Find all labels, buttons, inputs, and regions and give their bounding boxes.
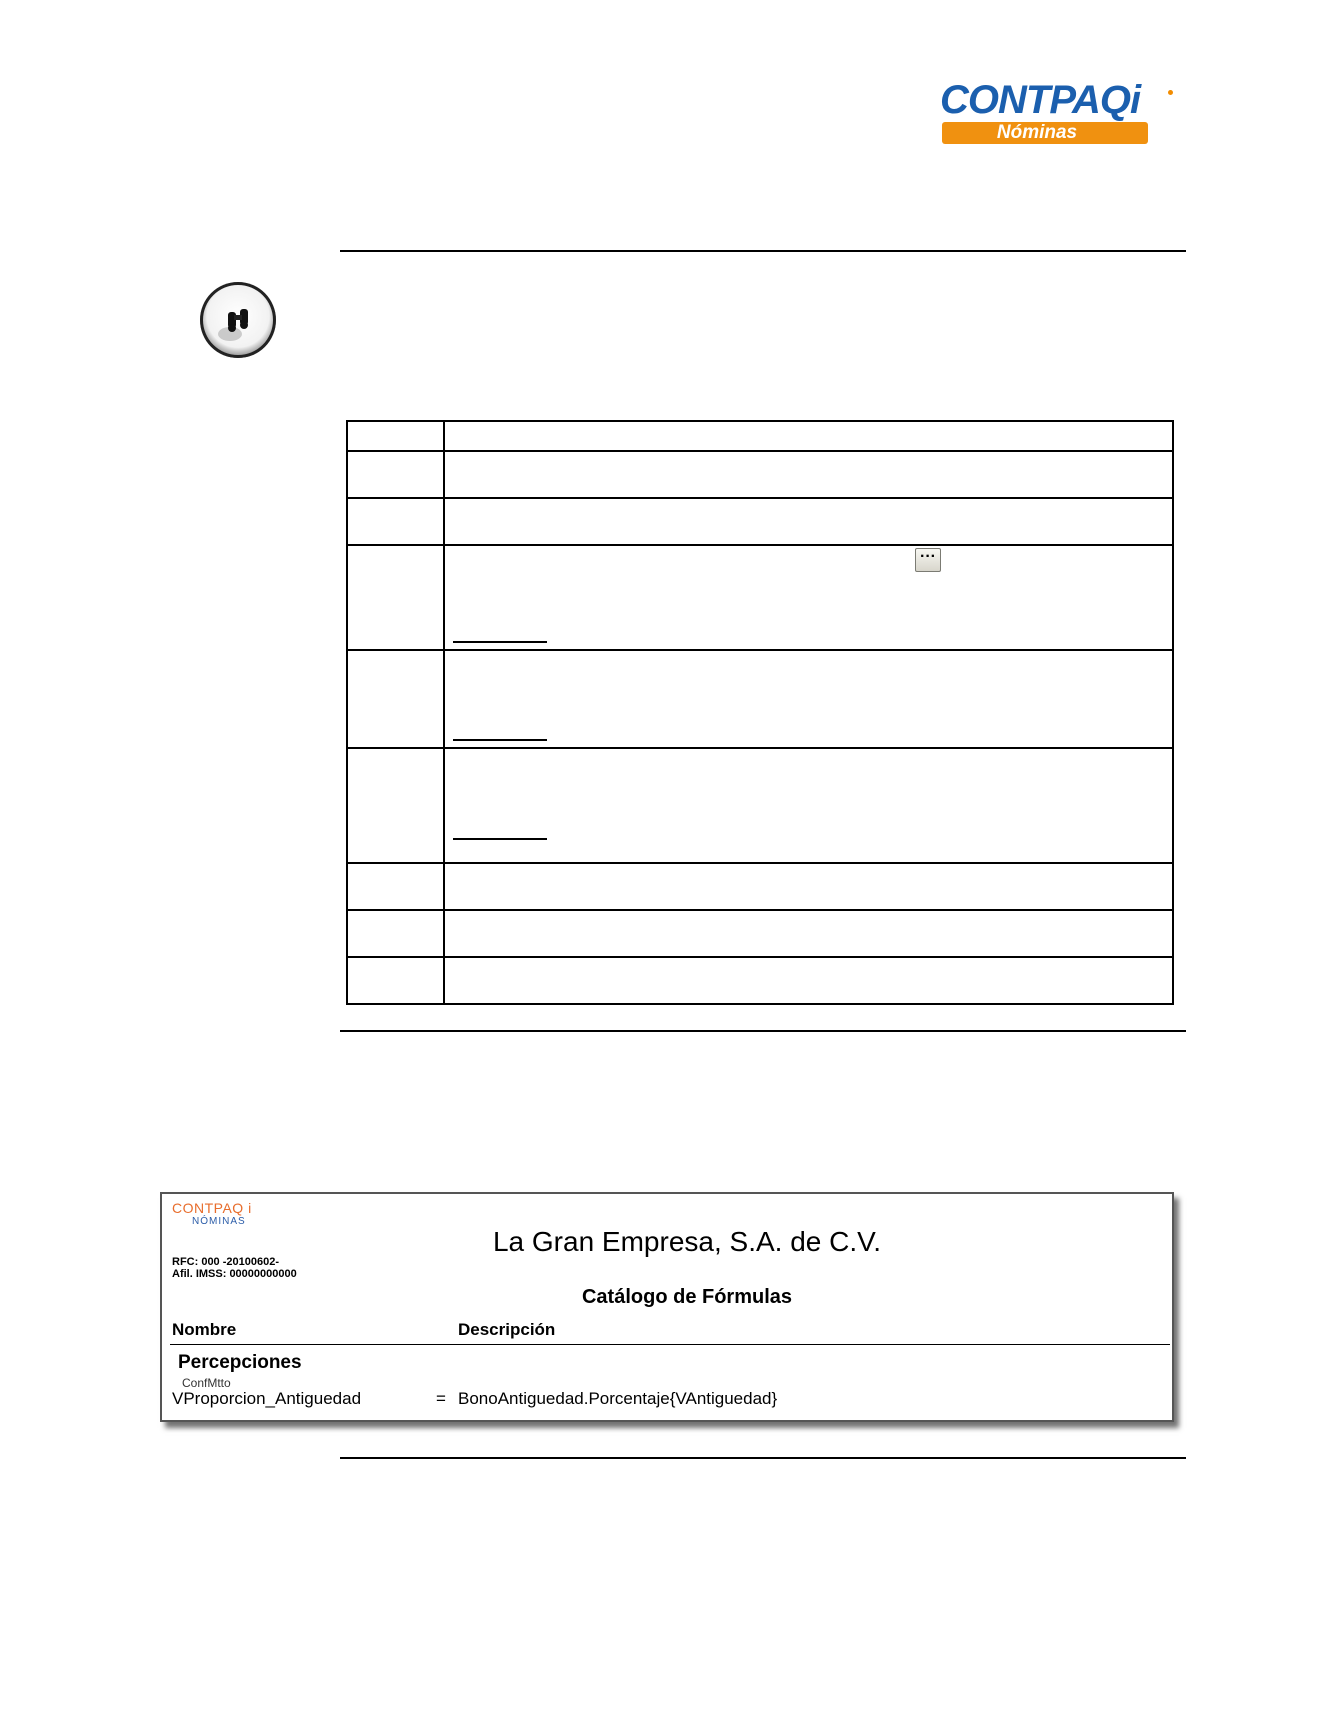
report-imss: Afil. IMSS: 00000000000 (172, 1268, 297, 1280)
cell-underline (453, 641, 547, 643)
table-cell (347, 545, 444, 650)
section-title: Percepciones (178, 1352, 302, 1373)
table-cell (347, 650, 444, 748)
formula-variable-name: VProporcion_Antiguedad (172, 1389, 362, 1408)
info-table (346, 420, 1174, 1005)
table-cell (444, 957, 1173, 1004)
table-cell (347, 748, 444, 863)
logo-subtitle: Nóminas (996, 122, 1078, 143)
row-sublabel: ConfMtto (182, 1376, 231, 1390)
cell-underline (453, 838, 547, 840)
logo-dot (1168, 90, 1173, 95)
table-cell (444, 910, 1173, 957)
middle-divider (340, 1030, 1186, 1032)
formula-catalog-report (160, 1192, 1174, 1422)
contpaqi-nominas-logo (940, 80, 1180, 146)
report-company-name: La Gran Empresa, S.A. de C.V. (492, 1226, 882, 1257)
table-cell (444, 545, 1173, 650)
formula-expression: BonoAntiguedad.Porcentaje{VAntiguedad} (458, 1389, 778, 1408)
report-rfc: RFC: 000 -20100602- (172, 1256, 280, 1268)
logo-i: i (1130, 78, 1141, 122)
table-cell (347, 421, 444, 451)
logo-subtitle-banner (942, 122, 1148, 144)
table-cell (347, 863, 444, 910)
ellipsis-button[interactable]: ··· (915, 548, 941, 572)
table-cell (347, 957, 444, 1004)
table-cell (444, 863, 1173, 910)
logo-text: CONTPAQ (940, 78, 1131, 122)
table-cell (347, 451, 444, 498)
table-cell (347, 910, 444, 957)
table-cell (444, 451, 1173, 498)
column-header-nombre: Nombre (172, 1320, 237, 1339)
cell-underline (453, 739, 547, 741)
report-logo: CONTPAQ i (172, 1200, 252, 1216)
header-rule (170, 1344, 1170, 1345)
table-cell (444, 498, 1173, 545)
bottom-divider (340, 1457, 1186, 1459)
report-ids (172, 1256, 297, 1280)
table-cell (444, 421, 1173, 451)
table-cell (347, 498, 444, 545)
column-header-descripcion: Descripción (458, 1320, 556, 1339)
table-cell (444, 650, 1173, 748)
binoculars-icon (200, 282, 276, 358)
table-cell (444, 748, 1173, 863)
top-divider (340, 250, 1186, 252)
report-logo-subtitle: NÓMINAS (192, 1216, 246, 1227)
report-title: Catálogo de Fórmulas (581, 1286, 793, 1308)
equals-sign: = (436, 1389, 446, 1408)
